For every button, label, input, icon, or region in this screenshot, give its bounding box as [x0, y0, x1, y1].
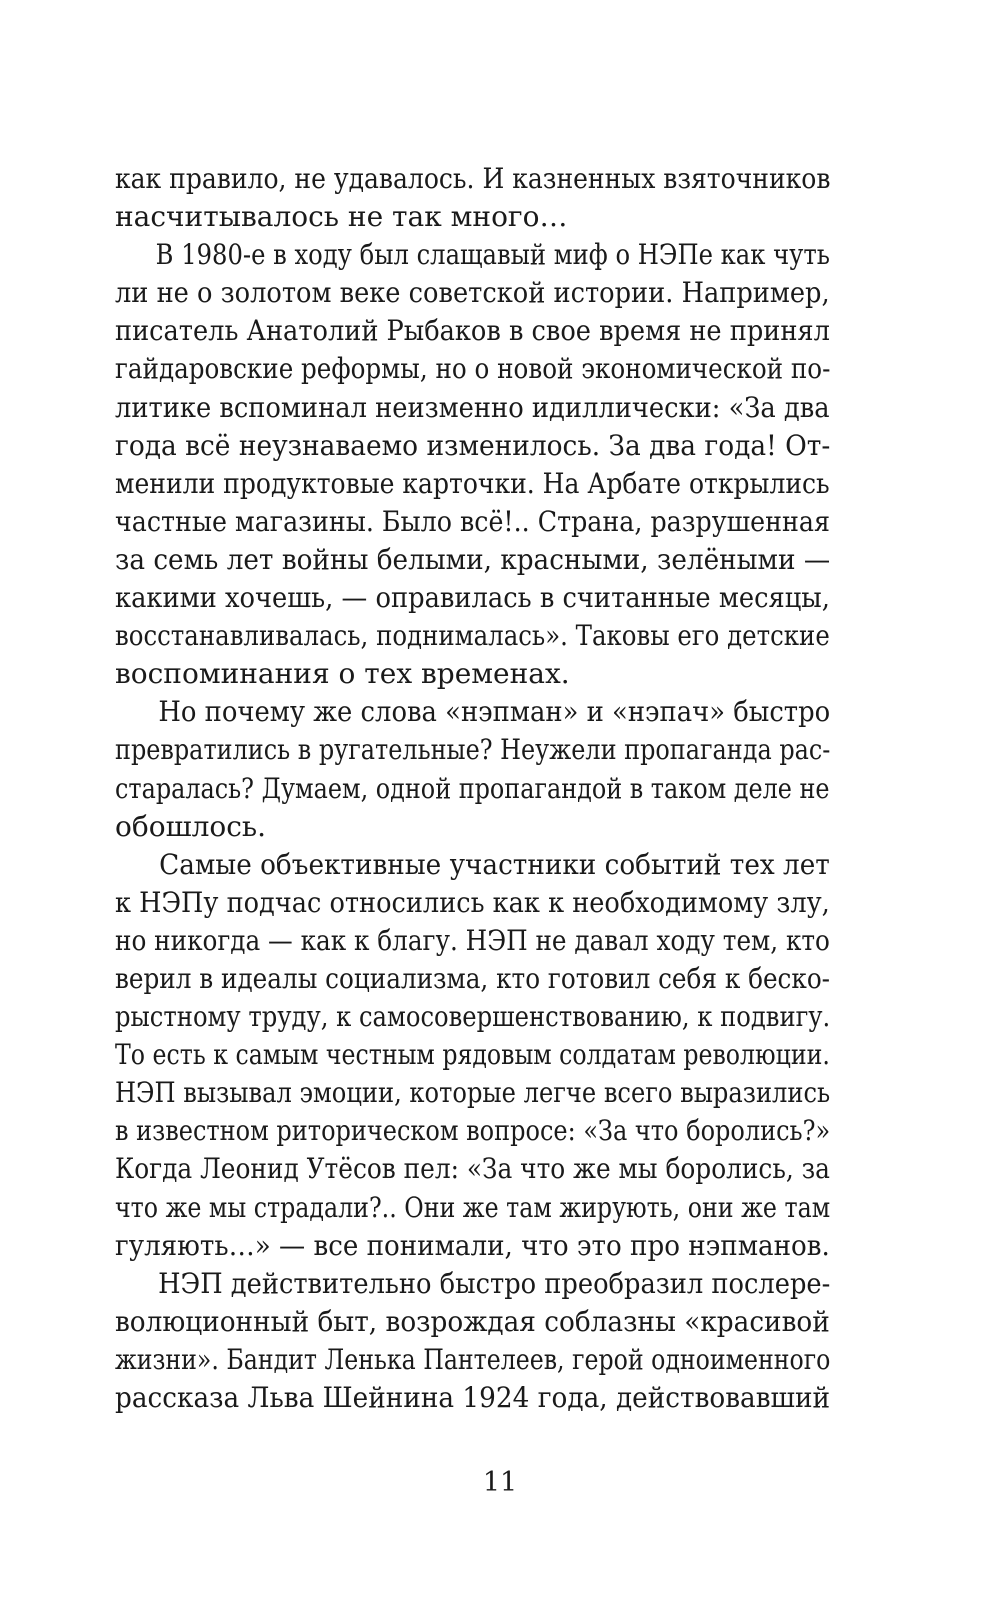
text-line: волюционный быт, возрождая соблазны «красивой: [115, 1304, 830, 1338]
text-line: Когда Леонид Утёсов пел: «За что же мы боролись, за: [115, 1152, 830, 1186]
text-line: В 1980-е в ходу был слащавый миф о НЭПе как чуть: [155, 238, 830, 272]
text-line: какими хочешь, — оправилась в считанные месяцы,: [115, 581, 830, 615]
text-line: что же мы страдали?.. Они же там жирують, они же там: [115, 1190, 831, 1224]
text-line: верил в идеалы социализма, кто готовил себя к беско-: [115, 961, 831, 995]
text-line: НЭП вызывал эмоции, которые легче всего выразились: [115, 1076, 831, 1110]
text-line: ли не о золотом веке советской истории. Например,: [115, 276, 830, 310]
page-number: 11: [482, 1467, 518, 1498]
text-line: в известном риторическом вопросе: «За что боролись?»: [115, 1114, 831, 1148]
text-line: старалась? Думаем, одной пропагандой в таком деле не: [115, 771, 830, 805]
text-line: но никогда — как к благу. НЭП не давал ходу тем, кто: [115, 923, 830, 957]
text-line: гуляють…» — все понимали, что это про нэпманов.: [115, 1228, 830, 1262]
text-line: жизни». Бандит Ленька Пантелеев, герой одноименного: [115, 1342, 831, 1376]
text-line: рыстному труду, к самосовершенствованию, к подвигу.: [115, 1000, 831, 1034]
text-line: как правило, не удавалось. И казненных взяточников: [115, 162, 831, 195]
book-page: как правило, не удавалось. И казненных взяточников насчитывалось не так много… В 1980-е в ходу был слащавый миф о НЭПе как чуть ли не о золотом веке советской истории. Например, писатель Анатолий Рыбаков в свое время не принял гайдаровские реформы, но о новой экономической по- литике вспоминал неизменно идиллически: «За два года всё неузнаваемо изменилось. За два года! От- менили продуктовые карточки. На Арбате открылись частные магазины. Было всё!.. Страна, разрушенная за семь лет войны белыми, красными, зелёными — какими хочешь, — оправилась в считанные месяцы, восстанавливалась, поднималась». Таковы его детские воспоминания о тех временах. Но почему же слова «нэпман» и «нэпач» быстро превратились в ругательные? Неужели пропаганда рас- старалась? Думаем, одной пропагандой в таком деле не обошлось. Самые объективные участники событий тех лет к НЭПу подчас относились как к необходимому злу, но никогда — как к благу. НЭП не давал ходу тем, кто верил в идеалы социализма, кто готовил себя к беско- рыстному труду, к самосовершенствованию, к подвигу. То есть к самым честным рядовым солдатам революции. НЭП вызывал эмоции, которые легче всего выразились в известном риторическом вопросе: «За что боролись?» Когда Леонид Утёсов пел: «За что же мы боролись, за что же мы страдали?.. Они же там жирують, они же там гуляють…» — все понимали, что это про нэпманов. НЭП действительно быстро преобразил послере- волюционный быт, возрождая соблазны «красивой жизни». Бандит Ленька Пантелеев, герой одноименного рассказа Льва Шейнина 1924 года, действовавший 11: [0, 0, 1000, 1616]
text-line: НЭП действительно быстро преобразил послере-: [158, 1266, 831, 1300]
text-line: гайдаровские реформы, но о новой экономической по-: [115, 352, 831, 386]
text-line: превратились в ругательные? Неужели пропаганда рас-: [115, 733, 831, 767]
text-line: Самые объективные участники событий тех лет: [159, 847, 830, 881]
text-line: Но почему же слова «нэпман» и «нэпач» быстро: [158, 695, 831, 729]
text-line: литике вспоминал неизменно идиллически: «За два: [115, 390, 830, 424]
text-line: восстанавливалась, поднималась». Таковы его детские: [115, 619, 830, 653]
text-line: года всё неузнаваемо изменилось. За два года! От-: [115, 428, 831, 462]
text-line: рассказа Льва Шейнина 1924 года, действовавший: [115, 1381, 831, 1414]
text-line: писатель Анатолий Рыбаков в свое время не принял: [115, 314, 830, 348]
text-line: То есть к самым честным рядовым солдатам революции.: [115, 1038, 830, 1072]
text-line: частные магазины. Было всё!.. Страна, разрушенная: [115, 504, 830, 538]
text-line: менили продуктовые карточки. На Арбате открылись: [115, 466, 830, 500]
text-line: за семь лет войны белыми, красными, зелёными —: [115, 542, 831, 576]
text-line: к НЭПу подчас относились как к необходимому злу,: [115, 885, 830, 919]
